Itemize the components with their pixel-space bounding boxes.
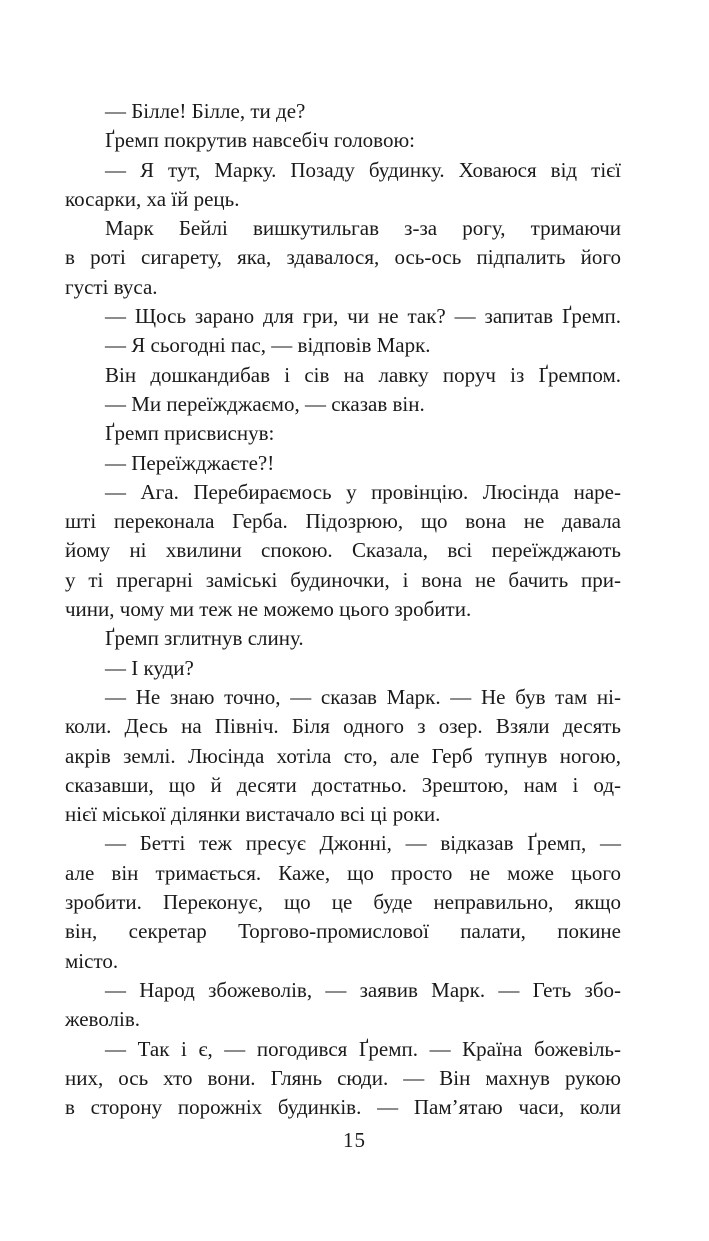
text-line: йому ні хвилини спокою. Сказала, всі переїжджають [65,538,621,563]
text-line: них, ось хто вони. Глянь сюди. — Він махнув рукою [65,1065,621,1090]
text-line: в сторону порожніх будинків. — Пам’ятаю часи, коли [65,1095,621,1120]
text-line: — Народ збожеволів, — заявив Марк. — Геть збо- [105,977,621,1002]
text-line: зробити. Переконує, що це буде неправильно, якщо [65,890,621,915]
text-line: — Я тут, Марку. Позаду будинку. Ховаюся від тієї [105,157,621,182]
text-line: — Так і є, — погодився Ґремп. — Країна божевіль- [105,1036,621,1061]
text-line: — Ми переїжджаємо, — сказав він. [105,391,425,416]
text-line: чини, чому ми теж не можемо цього зробити. [65,597,472,622]
text-line: косарки, ха їй рець. [65,186,240,211]
text-line: — Білле! Білле, ти де? [105,99,306,123]
text-line: — Я сьогодні пас, — відповів Марк. [105,333,431,358]
text-line: сказавши, що й десяти достатньо. Зрештою, нам і од- [65,772,621,797]
text-line: в роті сигарету, яка, здавалося, ось-ось підпалить його [65,245,621,270]
page-body-text [65,97,621,1122]
text-line: Марк Бейлі вишкутильгав з-за рогу, тримаючи [105,216,621,241]
text-line: густі вуса. [65,274,158,299]
text-line: — Щось зарано для гри, чи не так? — запитав Ґремп. [105,304,621,329]
text-line: — І куди? [105,655,194,680]
text-line: Він дошкандибав і сів на лавку поруч із Ґремпом. [105,362,621,387]
text-line: акрів землі. Люсінда хотіла сто, але Герб тупнув ногою, [65,743,621,768]
text-line: — Переїжджаєте?! [105,450,275,475]
text-line: Ґремп зглитнув слину. [105,626,304,651]
text-line: Ґремп покрутив навсебіч головою: [105,128,415,153]
text-line: місто. [65,948,119,973]
text-line: Ґремп присвиснув: [105,421,275,446]
text-line: — Бетті теж пресує Джонні, — відказав Ґремп, — [105,831,621,856]
text-line: коли. Десь на Північ. Біля одного з озер. Взяли десять [65,714,621,739]
text-line: — Ага. Перебираємось у провінцію. Люсінда наре- [105,479,621,504]
text-line: — Не знаю точно, — сказав Марк. — Не був там ні- [105,684,621,709]
text-line: він, секретар Торгово-промислової палати, покине [65,919,621,944]
text-line: нієї міської ділянки вистачало всі ці роки. [65,802,441,827]
page-number: 15 [343,1128,366,1152]
text-line: жеволів. [65,1007,141,1032]
text-line: у ті прегарні заміські будиночки, і вона не бачить при- [65,567,621,592]
text-line: шті переконала Герба. Підозрюю, що вона не давала [65,509,621,534]
text-line: але він тримається. Каже, що просто не може цього [65,860,621,885]
